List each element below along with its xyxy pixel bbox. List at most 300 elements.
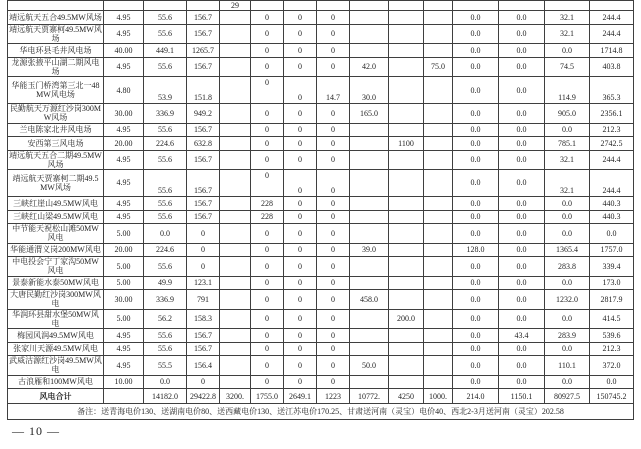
value-cell: 0.0 [499, 123, 545, 137]
value-cell [350, 11, 389, 25]
value-cell: 55.6 [144, 210, 187, 224]
value-cell [424, 224, 453, 243]
value-cell [424, 123, 453, 137]
value-cell [424, 328, 453, 342]
value-cell: 0.0 [499, 309, 545, 328]
value-cell: 156.7 [187, 342, 220, 356]
value-cell: 632.8 [187, 137, 220, 151]
value-cell: 0.0 [453, 342, 499, 356]
plant-name-cell: 靖远航天五合二期49.5MW风场 [9, 150, 102, 169]
value-cell [350, 1, 389, 11]
total-value-cell: 3200. [220, 389, 251, 404]
value-cell: 0 [317, 257, 350, 276]
value-cell: 791 [187, 290, 220, 309]
value-cell: 0 [317, 123, 350, 137]
value-cell: 156.7 [187, 328, 220, 342]
value-cell [220, 137, 251, 151]
value-cell: 414.5 [590, 309, 634, 328]
value-cell: 0 [251, 375, 284, 389]
value-cell: 0 [317, 356, 350, 375]
value-cell: 0.0 [144, 224, 187, 243]
value-cell [389, 375, 424, 389]
value-cell: 5.00 [104, 309, 144, 328]
value-cell: 0 [284, 375, 317, 389]
value-cell: 0 [251, 170, 284, 197]
value-cell: 4.95 [104, 123, 144, 137]
table-row [8, 104, 634, 123]
value-cell [389, 257, 424, 276]
plant-name-cell: 龙源张掖平山湖二期风电场 [8, 57, 104, 76]
value-cell [389, 328, 424, 342]
value-cell: 0.0 [453, 197, 499, 211]
value-cell [389, 11, 424, 25]
value-cell: 55.6 [144, 150, 187, 169]
plant-name-cell: 华润环县甜水堡50MW风电 [8, 309, 104, 328]
value-cell: 0 [317, 210, 350, 224]
value-cell: 0.0 [453, 276, 499, 290]
value-cell [389, 356, 424, 375]
value-cell: 0 [317, 11, 350, 25]
value-cell: 0 [187, 243, 220, 257]
value-cell: 0.0 [453, 170, 499, 197]
total-value-cell: 1755.0 [251, 389, 284, 404]
value-cell: 55.6 [144, 11, 187, 25]
value-cell: 0 [317, 243, 350, 257]
value-cell: 0.0 [499, 150, 545, 169]
value-cell: 440.3 [590, 197, 634, 211]
value-cell: 165.0 [350, 104, 389, 123]
table-row [8, 342, 634, 356]
table-row [8, 137, 634, 151]
value-cell [350, 257, 389, 276]
value-cell: 0 [284, 342, 317, 356]
value-cell: 156.7 [187, 197, 220, 211]
value-cell: 0.0 [499, 170, 545, 197]
value-cell: 0 [284, 137, 317, 151]
value-cell: 0.0 [545, 210, 590, 224]
value-cell: 200.0 [389, 309, 424, 328]
value-cell [104, 1, 144, 11]
value-cell: 0 [187, 375, 220, 389]
value-cell [220, 342, 251, 356]
value-cell [350, 210, 389, 224]
value-cell: 0 [251, 24, 284, 43]
plant-name-cell: 兰电陈家北井风电场 [8, 123, 104, 137]
value-cell: 0.0 [499, 210, 545, 224]
value-cell: 55.6 [144, 123, 187, 137]
value-cell: 0 [317, 197, 350, 211]
table-row [8, 57, 634, 76]
value-cell [424, 243, 453, 257]
value-cell [350, 224, 389, 243]
value-cell: 4.95 [104, 328, 144, 342]
value-cell [453, 1, 499, 11]
value-cell: 0.0 [453, 210, 499, 224]
value-cell [389, 44, 424, 58]
value-cell [350, 137, 389, 151]
value-cell [545, 1, 590, 11]
value-cell: 0.0 [499, 243, 545, 257]
value-cell: 0.0 [453, 123, 499, 137]
page-number: — 10 — [12, 424, 60, 438]
table-row [8, 210, 634, 224]
total-value-cell: 10772. [350, 389, 389, 404]
value-cell: 0.0 [590, 375, 634, 389]
value-cell: 0 [284, 123, 317, 137]
value-cell: 156.7 [187, 210, 220, 224]
value-cell [144, 1, 187, 11]
table-row [8, 243, 634, 257]
value-cell: 0.0 [453, 77, 499, 104]
total-value-cell: 29422.8 [187, 389, 220, 404]
value-cell: 2356.1 [590, 104, 634, 123]
value-cell [350, 309, 389, 328]
value-cell: 0.0 [545, 123, 590, 137]
value-cell: 0 [317, 276, 350, 290]
table-row [8, 375, 634, 389]
value-cell: 0 [284, 24, 317, 43]
value-cell [284, 1, 317, 11]
value-cell: 4.95 [104, 170, 144, 197]
value-cell: 0 [284, 44, 317, 58]
value-cell: 0 [251, 257, 284, 276]
total-value-cell: 214.0 [453, 389, 499, 404]
value-cell: 0 [317, 24, 350, 43]
value-cell: 5.00 [104, 257, 144, 276]
value-cell [389, 210, 424, 224]
value-cell [350, 328, 389, 342]
value-cell: 4.95 [104, 342, 144, 356]
value-cell: 110.1 [545, 356, 590, 375]
value-cell: 2817.9 [590, 290, 634, 309]
value-cell: 1714.8 [590, 44, 634, 58]
value-cell: 949.2 [187, 104, 220, 123]
value-cell: 4.95 [104, 24, 144, 43]
value-cell [350, 150, 389, 169]
value-cell [220, 257, 251, 276]
value-cell: 158.3 [187, 309, 220, 328]
value-cell: 0.0 [545, 197, 590, 211]
value-cell: 156.7 [187, 11, 220, 25]
value-cell [350, 44, 389, 58]
value-cell [389, 104, 424, 123]
value-cell: 30.00 [104, 290, 144, 309]
value-cell [424, 24, 453, 43]
value-cell [317, 1, 350, 11]
value-cell [424, 197, 453, 211]
value-cell: 0.0 [590, 224, 634, 243]
value-cell: 0 [317, 342, 350, 356]
value-cell: 1757.0 [590, 243, 634, 257]
value-cell: 42.0 [350, 57, 389, 76]
total-value-cell: 150745.2 [590, 389, 634, 404]
value-cell: 20.00 [104, 243, 144, 257]
value-cell [220, 77, 251, 104]
value-cell [220, 328, 251, 342]
total-value-cell: 2649.1 [284, 389, 317, 404]
table-row [8, 170, 634, 197]
value-cell: 0 [251, 150, 284, 169]
value-cell [389, 1, 424, 11]
value-cell [220, 57, 251, 76]
value-cell: 30.0 [350, 77, 389, 104]
value-cell: 0 [187, 257, 220, 276]
value-cell: 55.6 [144, 257, 187, 276]
value-cell [220, 24, 251, 43]
value-cell [350, 197, 389, 211]
value-cell: 0.0 [453, 224, 499, 243]
table-row [8, 150, 634, 169]
value-cell: 0.0 [499, 197, 545, 211]
value-cell [220, 224, 251, 243]
value-cell: 0 [284, 257, 317, 276]
value-cell: 128.0 [453, 243, 499, 257]
value-cell: 2742.5 [590, 137, 634, 151]
value-cell [389, 276, 424, 290]
value-cell: 0.0 [453, 24, 499, 43]
value-cell: 0.0 [144, 375, 187, 389]
value-cell [424, 44, 453, 58]
value-cell: 0.0 [453, 150, 499, 169]
value-cell: 0.0 [499, 224, 545, 243]
wind-power-table [7, 0, 634, 420]
value-cell [389, 224, 424, 243]
value-cell: 0 [317, 170, 350, 197]
table-row [8, 309, 634, 328]
value-cell: 0 [284, 356, 317, 375]
value-cell: 0.0 [453, 57, 499, 76]
value-cell [424, 11, 453, 25]
value-cell: 0.0 [453, 309, 499, 328]
value-cell: 0 [284, 170, 317, 197]
value-cell: 0 [284, 57, 317, 76]
value-cell: 0 [284, 150, 317, 169]
value-cell [350, 375, 389, 389]
value-cell: 156.7 [187, 57, 220, 76]
value-cell: 0 [251, 276, 284, 290]
value-cell: 336.9 [144, 290, 187, 309]
value-cell: 1265.7 [187, 44, 220, 58]
plant-name-cell: 民勤航天万源红沙岗300MW风场 [8, 104, 104, 123]
value-cell: 0.0 [453, 328, 499, 342]
value-cell [424, 290, 453, 309]
value-cell: 4.95 [104, 197, 144, 211]
value-cell: 43.4 [499, 328, 545, 342]
plant-name-cell: 华电环县毛井风电场 [8, 44, 104, 58]
value-cell [350, 24, 389, 43]
table-row [8, 123, 634, 137]
value-cell [220, 356, 251, 375]
value-cell: 0 [251, 342, 284, 356]
table-row [8, 257, 634, 276]
total-value-cell: 4250 [389, 389, 424, 404]
value-cell: 55.6 [144, 24, 187, 43]
value-cell: 0.0 [545, 342, 590, 356]
plant-name-cell: 华能玉门桥湾第三北一48MW风电场 [8, 77, 104, 104]
value-cell: 0 [284, 328, 317, 342]
value-cell: 0 [317, 104, 350, 123]
value-cell: 0.0 [499, 11, 545, 25]
value-cell [220, 375, 251, 389]
value-cell: 0.0 [453, 11, 499, 25]
plant-name-cell: 华能通渭义岗200MW风电 [8, 243, 104, 257]
value-cell: 0.0 [545, 276, 590, 290]
value-cell: 156.7 [187, 170, 220, 197]
value-cell: 0 [251, 243, 284, 257]
value-cell: 40.00 [104, 44, 144, 58]
value-cell: 0.0 [499, 137, 545, 151]
value-cell: 123.1 [187, 276, 220, 290]
value-cell [220, 11, 251, 25]
value-cell: 458.0 [350, 290, 389, 309]
value-cell: 0 [251, 356, 284, 375]
value-cell: 228 [251, 210, 284, 224]
value-cell: 224.6 [144, 137, 187, 151]
value-cell: 0 [284, 224, 317, 243]
value-cell [251, 1, 284, 11]
value-cell: 0.0 [453, 375, 499, 389]
value-cell [389, 123, 424, 137]
total-value-cell: 14182.0 [144, 389, 187, 404]
value-cell: 0 [284, 104, 317, 123]
value-cell: 0.0 [453, 290, 499, 309]
value-cell: 0 [251, 309, 284, 328]
value-cell: 0 [317, 328, 350, 342]
value-cell: 39.0 [350, 243, 389, 257]
table-row [8, 276, 634, 290]
plant-name-cell: 靖远航天贾寨柯二期49.5MW风场 [8, 170, 104, 197]
value-cell [389, 342, 424, 356]
value-cell: 1365.4 [545, 243, 590, 257]
value-cell: 283.8 [545, 257, 590, 276]
value-cell: 55.5 [144, 356, 187, 375]
value-cell: 5.00 [104, 224, 144, 243]
value-cell: 0 [251, 123, 284, 137]
value-cell: 173.0 [590, 276, 634, 290]
value-cell: 0.0 [545, 224, 590, 243]
value-cell [389, 57, 424, 76]
value-cell [389, 243, 424, 257]
value-cell: 55.6 [144, 57, 187, 76]
total-label-cell: 风电合计 [8, 389, 104, 404]
value-cell: 55.6 [144, 342, 187, 356]
total-value-cell: 80927.5 [545, 389, 590, 404]
table-row [8, 328, 634, 342]
value-cell: 55.6 [144, 197, 187, 211]
table-body [8, 1, 634, 420]
value-cell [424, 150, 453, 169]
value-cell: 372.0 [590, 356, 634, 375]
value-cell [499, 1, 545, 11]
value-cell: 905.0 [545, 104, 590, 123]
value-cell: 156.7 [187, 123, 220, 137]
value-cell: 56.2 [144, 309, 187, 328]
value-cell [424, 309, 453, 328]
value-cell [590, 1, 634, 11]
value-cell: 0.0 [499, 77, 545, 104]
total-value-cell: 1223 [317, 389, 350, 404]
value-cell: 0.0 [499, 375, 545, 389]
plant-name-cell: 景泰新能水泰50MW风电 [8, 276, 104, 290]
plant-name-cell: 武威沽源红沙岗49.5MW风电 [9, 356, 102, 375]
value-cell [220, 44, 251, 58]
value-cell: 0.0 [453, 104, 499, 123]
value-cell [389, 197, 424, 211]
value-cell [424, 276, 453, 290]
value-cell: 0 [251, 137, 284, 151]
value-cell: 32.1 [545, 170, 590, 197]
value-cell: 50.0 [350, 356, 389, 375]
value-cell: 0.0 [499, 44, 545, 58]
value-cell: 55.6 [144, 328, 187, 342]
plant-name-cell: 靖远航天五合49.5MW风场 [8, 11, 104, 25]
total-value-cell: 1000. [424, 389, 453, 404]
value-cell: 336.9 [144, 104, 187, 123]
value-cell: 228 [251, 197, 284, 211]
value-cell: 4.95 [104, 356, 144, 375]
value-cell [220, 276, 251, 290]
value-cell: 0 [284, 11, 317, 25]
value-cell [389, 170, 424, 197]
value-cell [424, 356, 453, 375]
value-cell [220, 243, 251, 257]
value-cell [350, 123, 389, 137]
value-cell [389, 290, 424, 309]
value-cell: 0.0 [545, 44, 590, 58]
value-cell: 30.00 [104, 104, 144, 123]
value-cell: 339.4 [590, 257, 634, 276]
value-cell: 0.0 [453, 137, 499, 151]
value-cell: 20.00 [104, 137, 144, 151]
plant-name-cell: 靖远航天贾寨柯49.5MW风场 [9, 24, 102, 43]
value-cell: 0.0 [499, 276, 545, 290]
plant-name-cell: 梅园风润49.5MW风电 [8, 328, 104, 342]
value-cell: 283.9 [545, 328, 590, 342]
plant-name-cell: 中节能天祝松山滩50MW风电 [8, 224, 104, 243]
value-cell [424, 77, 453, 104]
value-cell [424, 1, 453, 11]
table-row [8, 77, 634, 104]
value-cell [187, 1, 220, 11]
value-cell: 10.00 [104, 375, 144, 389]
value-cell: 539.6 [590, 328, 634, 342]
value-cell: 0 [284, 243, 317, 257]
value-cell: 75.0 [424, 57, 453, 76]
value-cell: 74.5 [545, 57, 590, 76]
value-cell: 0.0 [453, 44, 499, 58]
value-cell: 403.8 [590, 57, 634, 76]
value-cell: 440.3 [590, 210, 634, 224]
value-cell: 0 [251, 224, 284, 243]
value-cell: 0.0 [453, 356, 499, 375]
value-cell: 4.95 [104, 150, 144, 169]
value-cell: 0 [284, 276, 317, 290]
value-cell [220, 150, 251, 169]
plant-name-cell: 大唐民勤红沙岗300MW风电 [8, 290, 104, 309]
value-cell: 156.7 [187, 24, 220, 43]
value-cell: 4.95 [104, 11, 144, 25]
value-cell: 0.0 [499, 356, 545, 375]
value-cell: 49.9 [144, 276, 187, 290]
value-cell: 0.0 [499, 257, 545, 276]
value-cell: 0.0 [499, 57, 545, 76]
value-cell: 1100 [389, 137, 424, 151]
value-cell: 0 [317, 57, 350, 76]
value-cell [424, 104, 453, 123]
total-row [8, 389, 634, 404]
table-row [8, 356, 634, 375]
value-cell: 0 [284, 290, 317, 309]
